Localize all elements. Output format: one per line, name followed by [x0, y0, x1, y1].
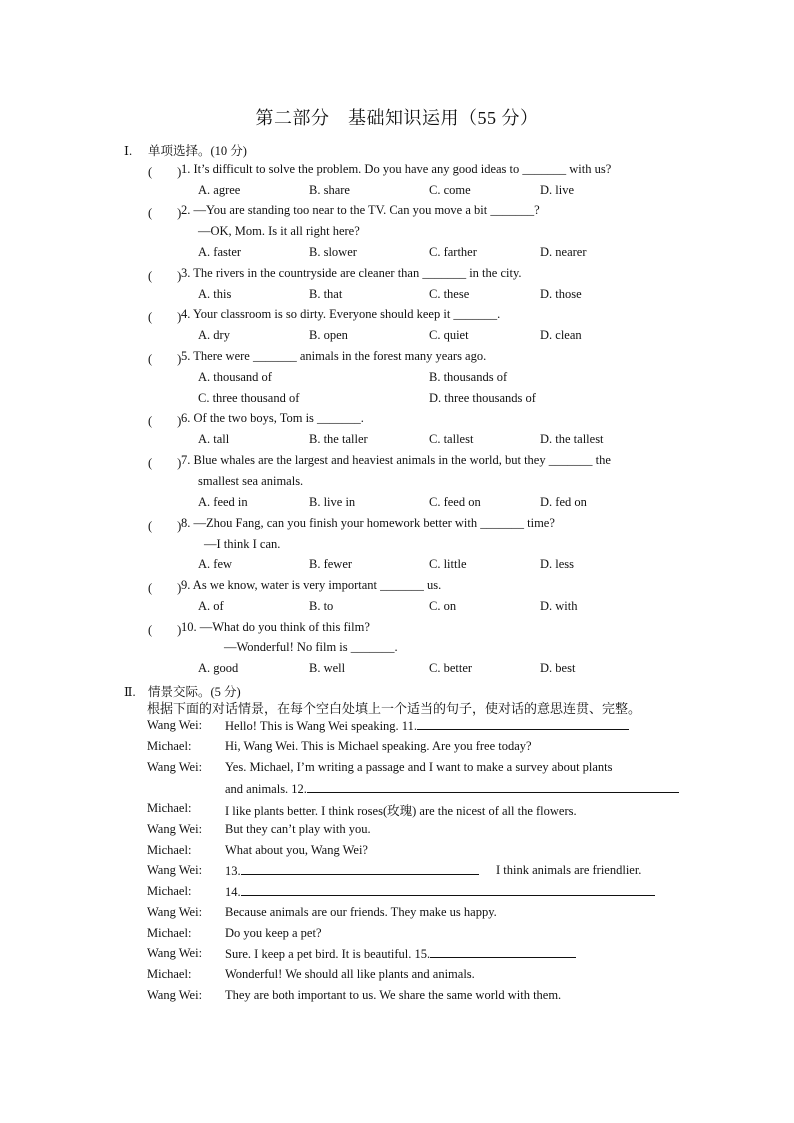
option-d: D. nearer: [540, 245, 587, 259]
dialogue-text: Because animals are our friends. They make us happy.: [225, 905, 497, 919]
dialogue-line: [225, 946, 576, 962]
speaker: Wang Wei:: [147, 988, 203, 1002]
answer-paren[interactable]: ( ): [148, 581, 182, 595]
speaker: Michael:: [147, 884, 192, 898]
speaker: Michael:: [147, 926, 192, 940]
dialogue-text: Hi, Wang Wei. This is Michael speaking. Are you free today?: [225, 739, 532, 753]
option-d: D. three thousands of: [429, 391, 536, 405]
answer-blank-11[interactable]: [417, 718, 629, 730]
dialogue-text-continued: and animals. 12.: [225, 782, 307, 796]
option-b: B. slower: [309, 245, 357, 259]
dialogue-text: I like plants better. I think roses(玫瑰) are the nicest of all the flowers.: [225, 804, 577, 818]
question-line2: smallest sea animals.: [198, 474, 304, 488]
option-a: A. thousand of: [198, 370, 272, 384]
option-d: D. less: [540, 557, 575, 571]
question-stem: 3. The rivers in the countryside are cleaner than _______ in the city.: [181, 266, 522, 280]
section-1-label: 单项选择。(10 分): [148, 144, 247, 158]
option-c: C. little: [429, 557, 467, 571]
speaker: Wang Wei:: [147, 822, 203, 836]
answer-paren[interactable]: ( ): [148, 206, 182, 220]
answer-blank-15[interactable]: [430, 946, 576, 958]
option-c: C. three thousand of: [198, 391, 300, 405]
answer-paren[interactable]: ( ): [148, 414, 182, 428]
question-stem: 6. Of the two boys, Tom is _______.: [181, 411, 364, 425]
option-d: D. live: [540, 183, 575, 197]
option-a: A. of: [198, 599, 224, 613]
answer-blank-13[interactable]: [241, 863, 479, 875]
speaker: Wang Wei:: [147, 905, 203, 919]
dialogue-text: What about you, Wang Wei?: [225, 843, 368, 857]
answer-paren[interactable]: ( ): [148, 623, 182, 637]
section-1-heading: [124, 141, 247, 159]
option-c: C. farther: [429, 245, 477, 259]
option-a: A. dry: [198, 328, 230, 342]
option-c: C. feed on: [429, 495, 481, 509]
dialogue-line: [225, 884, 655, 900]
dialogue-text: 14.: [225, 885, 241, 899]
question-line2: —OK, Mom. Is it all right here?: [198, 224, 360, 238]
section-2-label: 情景交际。(5 分): [148, 685, 241, 699]
answer-paren[interactable]: ( ): [148, 165, 182, 179]
option-a: A. this: [198, 287, 232, 301]
option-b: B. share: [309, 183, 350, 197]
section-1-number: Ⅰ.: [124, 144, 133, 158]
question-stem: 4. Your classroom is so dirty. Everyone should keep it _______.: [181, 307, 501, 321]
question-stem: 8. —Zhou Fang, can you finish your homework better with _______ time?: [181, 516, 555, 530]
dialogue-line: [225, 718, 629, 734]
option-a: A. tall: [198, 432, 230, 446]
dialogue-text: Wonderful! We should all like plants and animals.: [225, 967, 475, 981]
dialogue-text: But they can’t play with you.: [225, 822, 371, 836]
answer-blank-12[interactable]: [307, 781, 679, 793]
question-stem: 9. As we know, water is very important _______ us.: [181, 578, 442, 592]
option-c: C. come: [429, 183, 471, 197]
option-b: B. fewer: [309, 557, 353, 571]
option-b: B. live in: [309, 495, 356, 509]
option-a: A. feed in: [198, 495, 248, 509]
question-stem: 1. It’s difficult to solve the problem. Do you have any good ideas to _______ with us?: [181, 162, 612, 176]
option-d: D. fed on: [540, 495, 587, 509]
option-a: A. few: [198, 557, 233, 571]
option-c: C. tallest: [429, 432, 474, 446]
answer-paren[interactable]: ( ): [148, 352, 182, 366]
page-title: 第二部分 基础知识运用（55 分）: [255, 108, 539, 128]
question-stem: 7. Blue whales are the largest and heaviest animals in the world, but they _______ the: [181, 453, 611, 467]
speaker: Wang Wei:: [147, 863, 203, 877]
option-b: B. the taller: [309, 432, 368, 446]
speaker: Michael:: [147, 843, 192, 857]
option-a: A. faster: [198, 245, 242, 259]
option-c: C. on: [429, 599, 457, 613]
dialogue-text: Hello! This is Wang Wei speaking. 11.: [225, 719, 417, 733]
option-b: B. open: [309, 328, 348, 342]
question-stem: 10. —What do you think of this film?: [181, 620, 370, 634]
question-stem: 5. There were _______ animals in the forest many years ago.: [181, 349, 487, 363]
dialogue-text: 13.: [225, 864, 241, 878]
option-d: D. with: [540, 599, 578, 613]
option-b: B. thousands of: [429, 370, 508, 384]
dialogue-text-tail: I think animals are friendlier.: [496, 863, 642, 877]
section-2-number: Ⅱ.: [124, 685, 136, 699]
speaker: Michael:: [147, 801, 192, 815]
answer-paren[interactable]: ( ): [148, 310, 182, 324]
option-d: D. the tallest: [540, 432, 604, 446]
question-line2: —Wonderful! No film is _______.: [224, 640, 398, 654]
dialogue-text: They are both important to us. We share the same world with them.: [225, 988, 562, 1002]
option-a: A. good: [198, 661, 239, 675]
option-d: D. those: [540, 287, 582, 301]
question-line2: —I think I can.: [204, 537, 281, 551]
option-c: C. better: [429, 661, 473, 675]
speaker: Wang Wei:: [147, 718, 203, 732]
option-d: D. clean: [540, 328, 582, 342]
option-b: B. well: [309, 661, 346, 675]
speaker: Wang Wei:: [147, 946, 203, 960]
dialogue-instruction: 根据下面的对话情景，在每个空白处填上一个适当的句子，使对话的意思连贯、完整。: [147, 701, 642, 716]
dialogue-line: [225, 863, 479, 879]
answer-blank-14[interactable]: [241, 884, 655, 896]
option-b: B. to: [309, 599, 334, 613]
answer-paren[interactable]: ( ): [148, 456, 182, 470]
speaker: Michael:: [147, 967, 192, 981]
dialogue-text: Do you keep a pet?: [225, 926, 322, 940]
speaker: Michael:: [147, 739, 192, 753]
dialogue-line: [225, 781, 679, 797]
answer-paren[interactable]: ( ): [148, 269, 182, 283]
speaker: Wang Wei:: [147, 760, 203, 774]
option-c: C. quiet: [429, 328, 469, 342]
dialogue-text: Yes. Michael, I’m writing a passage and I want to make a survey about plants: [225, 760, 613, 774]
question-stem: 2. —You are standing too near to the TV. Can you move a bit _______?: [181, 203, 540, 217]
option-c: C. these: [429, 287, 470, 301]
option-d: D. best: [540, 661, 576, 675]
option-a: A. agree: [198, 183, 241, 197]
dialogue-text: Sure. I keep a pet bird. It is beautiful. 15.: [225, 947, 431, 961]
option-b: B. that: [309, 287, 343, 301]
answer-paren[interactable]: ( ): [148, 519, 182, 533]
